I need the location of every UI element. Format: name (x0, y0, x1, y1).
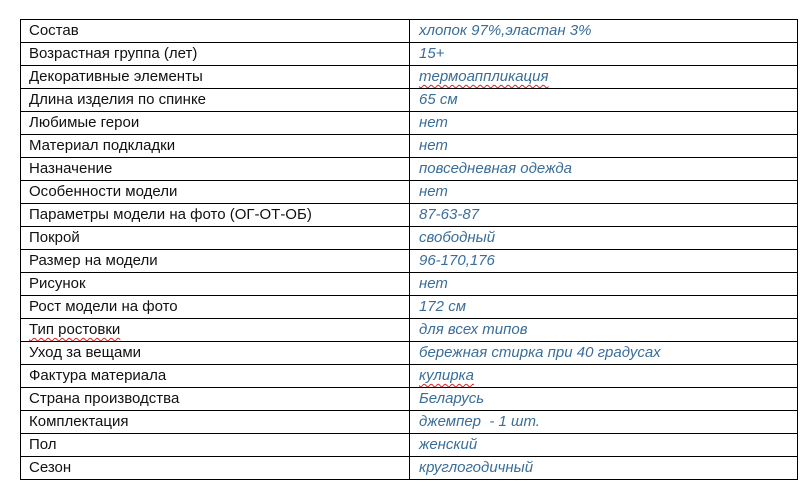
table-row (21, 342, 798, 365)
table-row (21, 434, 798, 457)
spec-value: нет (410, 135, 798, 158)
spec-value: Беларусь (410, 388, 798, 411)
spec-value: 96-170,176 (410, 250, 798, 273)
table-row (21, 365, 798, 388)
spec-value (410, 365, 798, 388)
table-row (21, 273, 798, 296)
spell-check-flagged-word[interactable]: Тип ростовки (29, 321, 121, 338)
table-row (21, 112, 798, 135)
spec-label: Возрастная группа (лет) (21, 43, 410, 66)
table-row (21, 250, 798, 273)
table-row (21, 457, 798, 480)
table-row (21, 388, 798, 411)
spec-value: женский (410, 434, 798, 457)
spec-label: Фактура материала (21, 365, 410, 388)
spec-value: хлопок 97%,эластан 3% (410, 20, 798, 43)
spell-check-flagged-word[interactable]: кулирка (419, 367, 474, 384)
spec-label: Уход за вещами (21, 342, 410, 365)
spec-label: Сезон (21, 457, 410, 480)
spec-label: Пол (21, 434, 410, 457)
spell-check-flagged-word[interactable]: термоаппликация (419, 68, 549, 85)
table-row (21, 204, 798, 227)
table-row (21, 158, 798, 181)
spec-value: 15+ (410, 43, 798, 66)
spec-label: Комплектация (21, 411, 410, 434)
table-row (21, 296, 798, 319)
table-row (21, 411, 798, 434)
spec-value: нет (410, 181, 798, 204)
spec-value: свободный (410, 227, 798, 250)
table-row (21, 20, 798, 43)
spec-label: Состав (21, 20, 410, 43)
spec-label: Назначение (21, 158, 410, 181)
spec-value: повседневная одежда (410, 158, 798, 181)
spec-value: джемпер - 1 шт. (410, 411, 798, 434)
spec-label: Страна производства (21, 388, 410, 411)
spec-label: Длина изделия по спинке (21, 89, 410, 112)
spec-value: круглогодичный (410, 457, 798, 480)
table-row (21, 89, 798, 112)
spec-label: Рост модели на фото (21, 296, 410, 319)
spec-value: для всех типов (410, 319, 798, 342)
table-row (21, 135, 798, 158)
table-row (21, 227, 798, 250)
spec-label: Размер на модели (21, 250, 410, 273)
spec-label: Материал подкладки (21, 135, 410, 158)
spec-label: Любимые герои (21, 112, 410, 135)
spec-label: Рисунок (21, 273, 410, 296)
spec-value: нет (410, 273, 798, 296)
spec-value: бережная стирка при 40 градусах (410, 342, 798, 365)
spec-label: Особенности модели (21, 181, 410, 204)
spec-label (21, 319, 410, 342)
spec-value: 65 см (410, 89, 798, 112)
spec-label: Параметры модели на фото (ОГ-ОТ-ОБ) (21, 204, 410, 227)
spec-label: Декоративные элементы (21, 66, 410, 89)
spec-value: нет (410, 112, 798, 135)
product-spec-table (20, 19, 798, 480)
table-row (21, 43, 798, 66)
spec-value: 172 см (410, 296, 798, 319)
spec-value (410, 66, 798, 89)
spec-label: Покрой (21, 227, 410, 250)
table-row (21, 181, 798, 204)
table-row (21, 66, 798, 89)
table-row (21, 319, 798, 342)
spec-value: 87-63-87 (410, 204, 798, 227)
